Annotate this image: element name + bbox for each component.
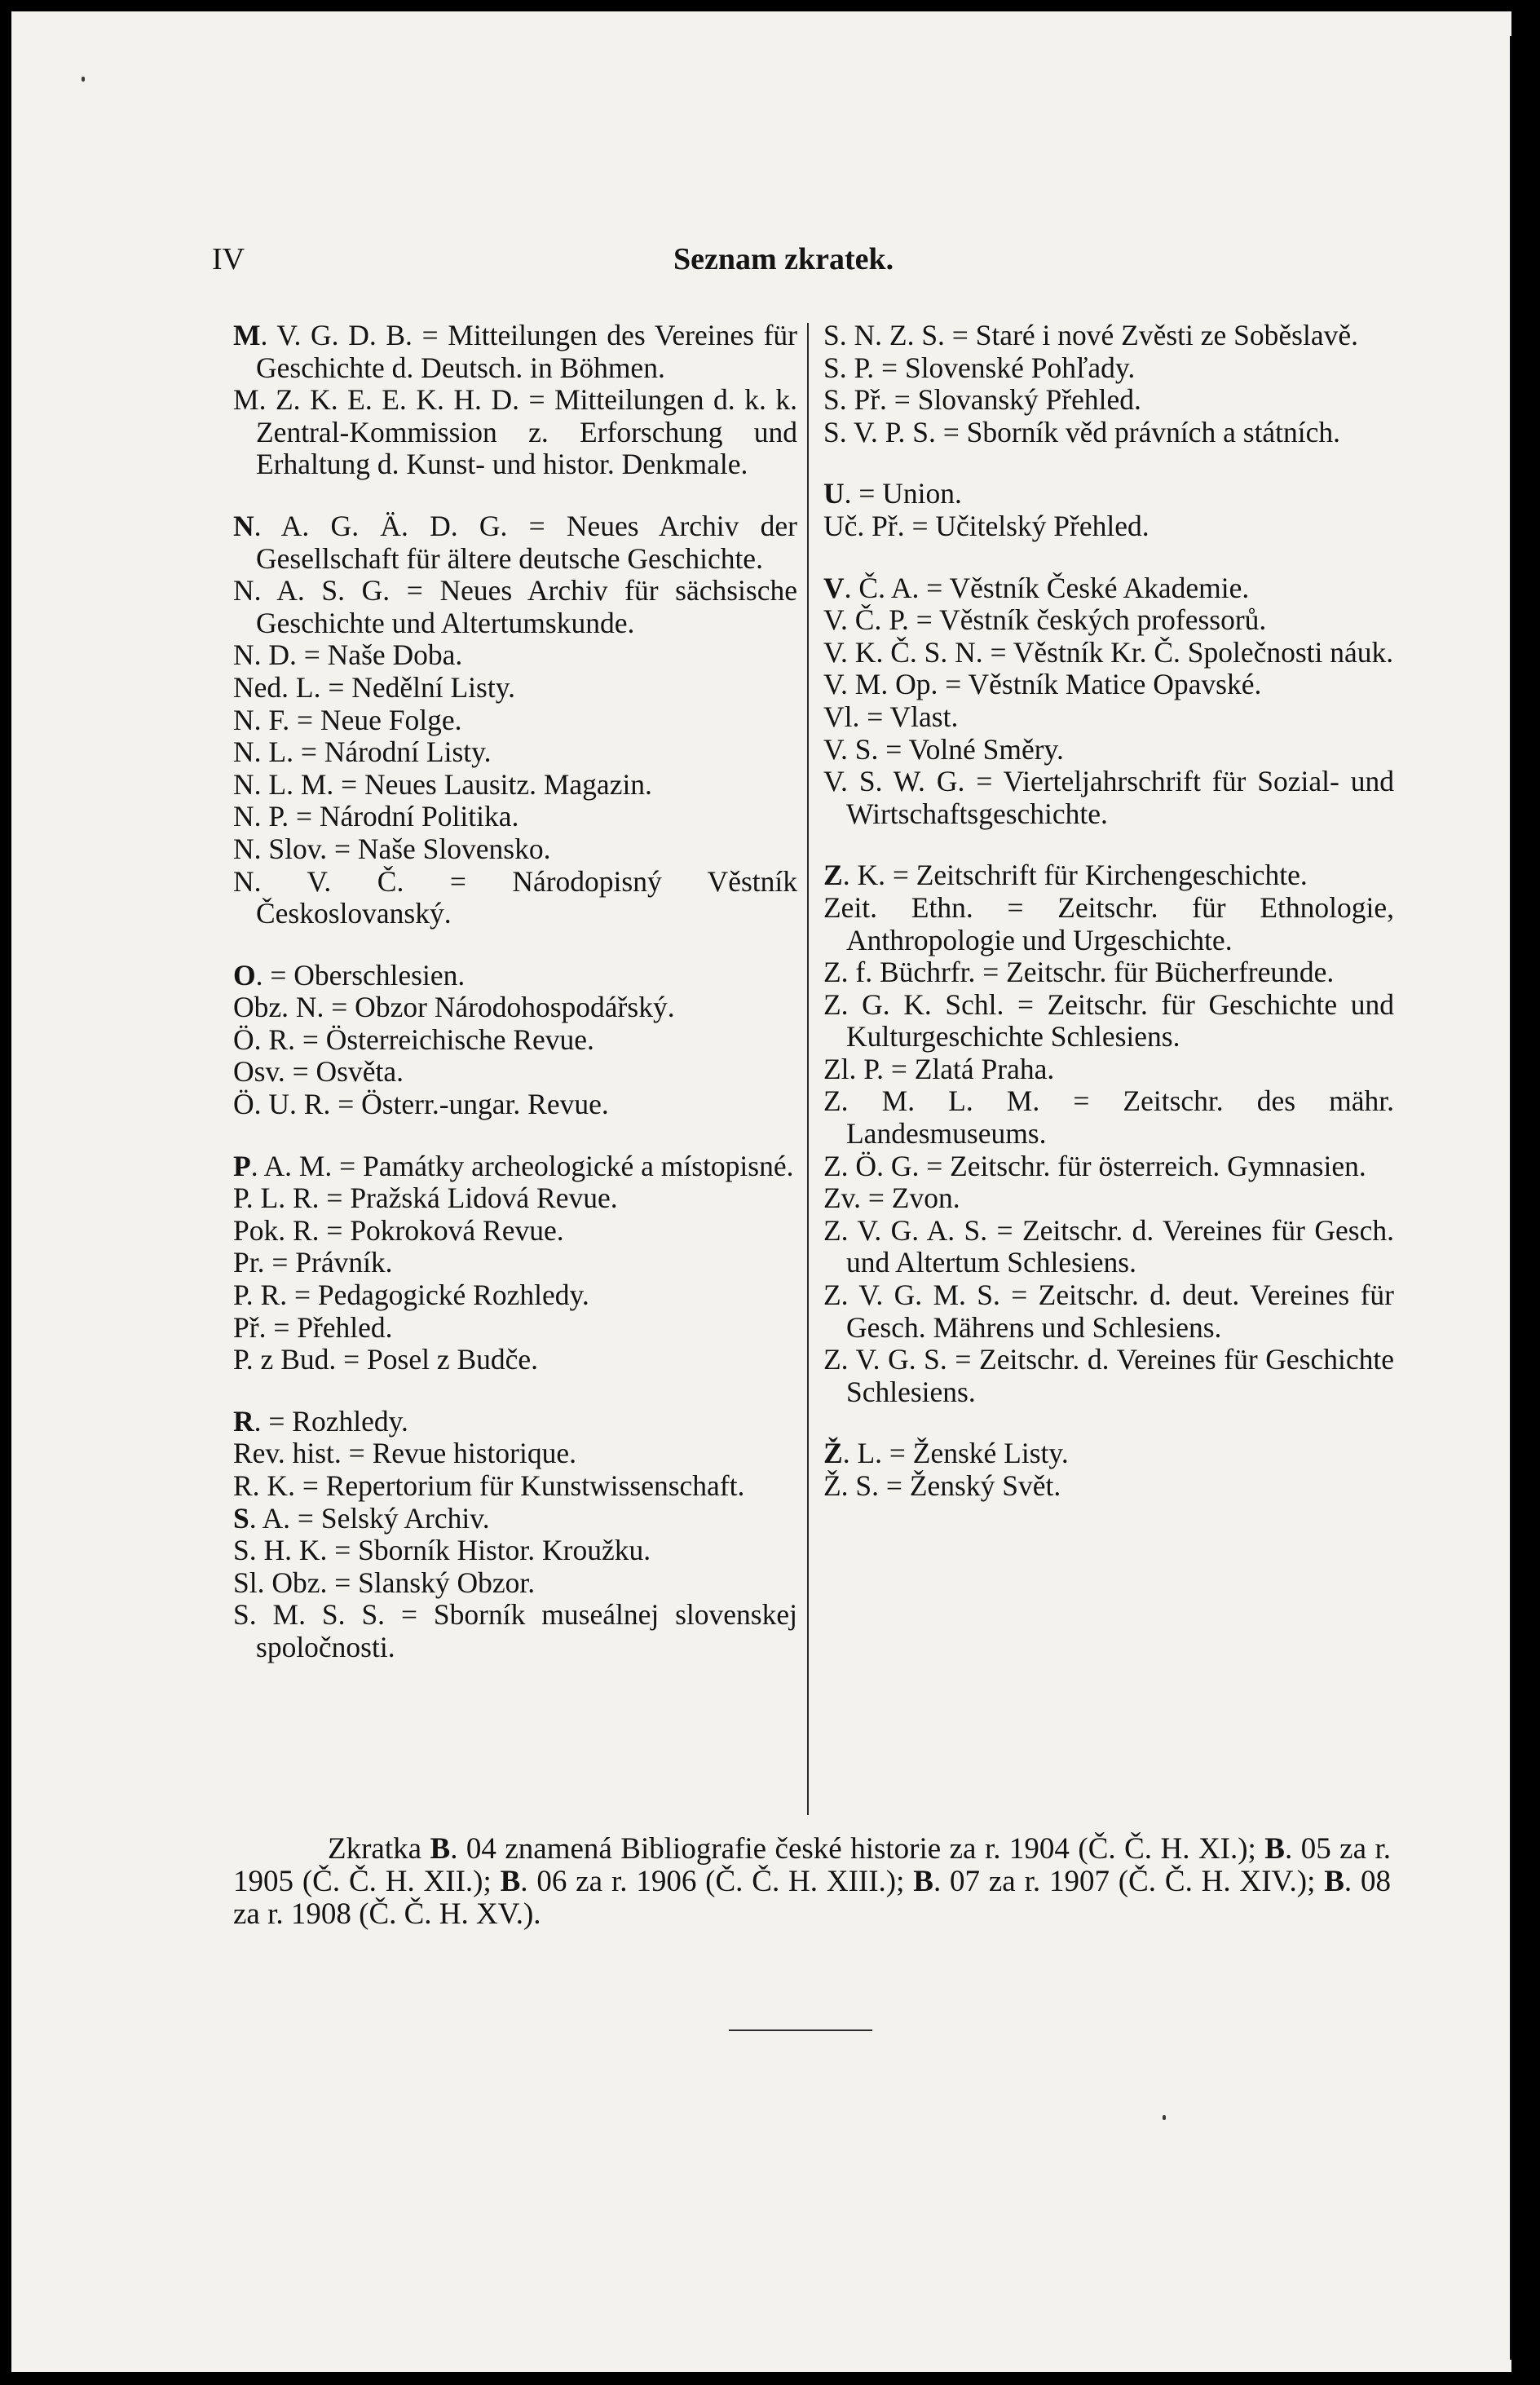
abbreviation-entry [823,637,1394,669]
abbreviation-entry [823,572,1394,605]
entry-text: Z. M. L. M. = Zeitschr. des mähr. Landesmuseums. [823,1084,1394,1151]
note-abbr: B [500,1865,521,1898]
abbreviation-entry [823,384,1394,417]
entry-text: Pok. R. = Pokroková Revue. [233,1213,564,1247]
entry-text: S. N. Z. S. = Staré i nové Zvěsti ze Soběslavě. [823,319,1358,351]
abbreviation-entry [823,859,1394,892]
entry-text: Z. G. K. Schl. = Zeitschr. für Geschichte und Kulturgeschichte Schlesiens. [823,987,1394,1053]
abbreviation-entry [823,892,1394,956]
note-text: . 05 za r. 1905 (Č. Č. H. XII.); [233,1832,1391,1898]
entry-text: Sl. Obz. = Slanský Obzor. [233,1566,536,1599]
abbreviation-entry [823,701,1394,734]
entry-initial: V [823,571,845,604]
scan-edge-shadow [1510,36,1511,2360]
page-number: IV [212,242,245,276]
note-text: . 06 za r. 1906 (Č. Č. H. XIII.); [520,1865,914,1898]
entry-text: N. L. = Národní Listy. [233,735,492,769]
entry-text: Vl. = Vlast. [823,700,959,733]
abbreviation-entry [233,736,797,769]
left-abbreviation-column [233,320,797,1664]
note-abbr: B [430,1832,451,1866]
abbreviation-entry [823,478,1394,510]
closing-rule [729,2029,872,2031]
entry-text: Zv. = Zvon. [823,1181,960,1215]
entry-initial: N [233,509,254,542]
abbreviation-entry [233,1438,797,1470]
entry-text: Ö. R. = Österreichische Revue. [233,1022,594,1056]
scan-speck [82,77,85,82]
abbreviation-entry [233,1182,797,1215]
entry-text: Z. Ö. G. = Zeitschr. für österreich. Gymnasien. [823,1149,1366,1182]
running-title: Seznam zkratek. [673,242,894,276]
right-abbreviation-column [823,320,1394,1503]
entry-initial: P [233,1149,251,1182]
entry-text: . = Rozhledy. [254,1404,408,1438]
abbreviation-entry [233,1344,797,1376]
note-text: . 08 za r. 1908 (Č. Č. H. XV.). [233,1865,1391,1931]
entry-text: Zeit. Ethn. = Zeitschr. für Ethnologie, Anthropologie und Urgeschichte. [823,890,1394,956]
entry-initial: R [233,1404,254,1438]
entry-text: V. M. Op. = Věstník Matice Opavské. [823,668,1262,701]
entry-text: S. H. K. = Sborník Histor. Kroužku. [233,1534,651,1567]
entry-text: . Č. A. = Věstník České Akademie. [844,571,1250,604]
entry-text: Z. V. G. A. S. = Zeitschr. d. Vereines für Gesch. und Altertum Schlesiens. [823,1213,1394,1279]
entry-initial: M [233,319,261,351]
entry-text: P. L. R. = Pražská Lidová Revue. [233,1181,618,1215]
abbreviation-entry [233,1151,797,1183]
entry-text: P. z Bud. = Posel z Budče. [233,1343,539,1376]
abbreviation-entry [823,1215,1394,1279]
abbreviation-entry [233,704,797,737]
abbreviation-entry [823,1344,1394,1408]
entry-text: . V. G. D. B. = Mitteilungen des Vereines für Geschichte d. Deutsch. in Böhmen. [256,319,797,384]
page-header [212,241,1435,290]
entry-text: Z. V. G. S. = Zeitschr. d. Vereines für Geschichte Schlesiens. [823,1343,1394,1408]
abbreviation-entry [823,320,1394,352]
entry-initial: U [823,477,845,510]
note-abbr: B [1324,1865,1344,1898]
abbreviation-entry [233,1024,797,1057]
footnote-paragraph [233,1833,1391,1931]
abbreviation-entry [823,417,1394,449]
abbreviation-entry [233,1599,797,1663]
entry-text: N. F. = Neue Folge. [233,703,462,736]
abbreviation-entry [233,320,797,384]
entry-text: Ö. U. R. = Österr.-ungar. Revue. [233,1088,609,1121]
abbreviation-entry [233,1312,797,1345]
abbreviation-entry [233,1567,797,1600]
note-text: . 04 znamená Bibliografie české historie za r. 1904 (Č. Č. H. XI.); [450,1832,1265,1866]
entry-text: V. K. Č. S. N. = Věstník Kr. Č. Společnosti náuk. [823,635,1394,669]
entry-text: . = Oberschlesien. [255,958,466,992]
abbreviation-entry [233,1470,797,1503]
abbreviation-entry [823,1470,1394,1503]
entry-text: N. D. = Naše Doba. [233,638,463,672]
entry-text: Rev. hist. = Revue historique. [233,1437,576,1470]
entry-text: Obz. N. = Obzor Národohospodářský. [233,991,675,1024]
entry-text: P. R. = Pedagogické Rozhledy. [233,1279,589,1312]
entry-text: V. S. W. G. = Vierteljahrschrift für Sozial- und Wirtschaftsgeschichte. [823,765,1394,830]
abbreviation-entry [233,992,797,1024]
abbreviation-entry [823,669,1394,701]
entry-text: S. M. S. S. = Sborník museálnej slovenskej spoločnosti. [233,1598,797,1663]
abbreviation-entry [823,510,1394,543]
entry-text: V. Č. P. = Věstník českých professorů. [823,603,1267,637]
abbreviation-entry [233,672,797,704]
entry-initial: S [233,1501,249,1535]
scan-speck [1163,2115,1166,2120]
entry-text: N. L. M. = Neues Lausitz. Magazin. [233,767,652,801]
abbreviation-entry [233,801,797,833]
note-abbr: B [1264,1832,1285,1866]
entry-text: . A. M. = Památky archeologické a místopisné. [250,1149,794,1182]
entry-text: N. P. = Národní Politika. [233,800,519,833]
abbreviation-entry [233,639,797,672]
note-text: Zkratka [328,1832,430,1866]
entry-text: N. A. S. G. = Neues Archiv für sächsische Geschichte und Altertumskunde. [233,574,797,639]
note-abbr: B [913,1865,933,1898]
entry-initial: Ž [823,1437,843,1470]
entry-text: . A. = Selský Archiv. [249,1501,490,1535]
entry-text: . L. = Ženské Listy. [842,1437,1069,1470]
abbreviation-entry [823,1053,1394,1086]
abbreviation-entry [233,769,797,802]
column-divider [807,323,809,1815]
entry-text: Z. V. G. M. S. = Zeitschr. d. deut. Vereines für Gesch. Mährens und Schlesiens. [823,1279,1394,1344]
abbreviation-entry [233,1406,797,1438]
entry-text: S. P. = Slovenské Pohľady. [823,351,1136,384]
abbreviation-entry [823,1182,1394,1215]
entry-text: Ž. S. = Ženský Svět. [823,1469,1061,1502]
abbreviation-entry [233,833,797,866]
abbreviation-entry [233,1089,797,1121]
abbreviation-entry [823,1279,1394,1344]
abbreviation-entry [233,866,797,930]
abbreviation-entry [823,1085,1394,1150]
abbreviation-entry [233,1503,797,1535]
abbreviation-entry [823,1438,1394,1470]
entry-text: Osv. = Osvěta. [233,1055,404,1089]
abbreviation-entry [233,960,797,992]
entry-text: . A. G. Ä. D. G. = Neues Archiv der Gesellschaft für ältere deutsche Geschichte. [254,509,797,575]
abbreviation-entry [233,510,797,575]
book-page [11,11,1511,2372]
entry-text: M. Z. K. E. E. K. H. D. = Mitteilungen d. k. k. Zentral-Kommission z. Erforschung und Erhaltung d. Kunst- und histor. Denkmale. [233,383,797,481]
abbreviation-entry [233,1535,797,1567]
entry-initial: Z [823,859,843,892]
note-text: . 07 za r. 1907 (Č. Č. H. XIV.); [933,1865,1325,1898]
entry-text: . K. = Zeitschrift für Kirchengeschichte. [842,859,1308,892]
abbreviation-entry [823,956,1394,989]
abbreviation-entry [233,1056,797,1089]
entry-text: R. K. = Repertorium für Kunstwissenschaft. [233,1469,745,1502]
entry-text: Pr. = Právník. [233,1246,393,1279]
abbreviation-entry [233,384,797,481]
abbreviation-entry [233,1247,797,1279]
abbreviation-entry [233,1279,797,1312]
entry-text: Zl. P. = Zlatá Praha. [823,1052,1055,1085]
abbreviation-entry [823,734,1394,766]
entry-text: Z. f. Büchrfr. = Zeitschr. für Bücherfreunde. [823,956,1335,989]
entry-text: S. Př. = Slovanský Přehled. [823,383,1141,417]
entry-text: S. V. P. S. = Sborník věd právních a státních. [823,415,1341,448]
entry-text: . = Union. [844,477,962,510]
entry-text: Ned. L. = Nedělní Listy. [233,670,516,704]
entry-text: N. Slov. = Naše Slovensko. [233,832,551,865]
entry-text: Př. = Přehled. [233,1310,393,1344]
abbreviation-entry [233,575,797,639]
abbreviation-entry [233,1215,797,1248]
entry-initial: O [233,958,256,992]
entry-text: Uč. Př. = Učitelský Přehled. [823,509,1149,542]
abbreviation-entry [823,766,1394,830]
abbreviation-entry [823,604,1394,637]
entry-text: V. S. = Volné Směry. [823,732,1064,766]
abbreviation-entry [823,352,1394,385]
abbreviation-entry [823,989,1394,1053]
abbreviation-entry [823,1151,1394,1183]
entry-text: N. V. Č. = Národopisný Věstník Českoslovanský. [233,864,797,930]
